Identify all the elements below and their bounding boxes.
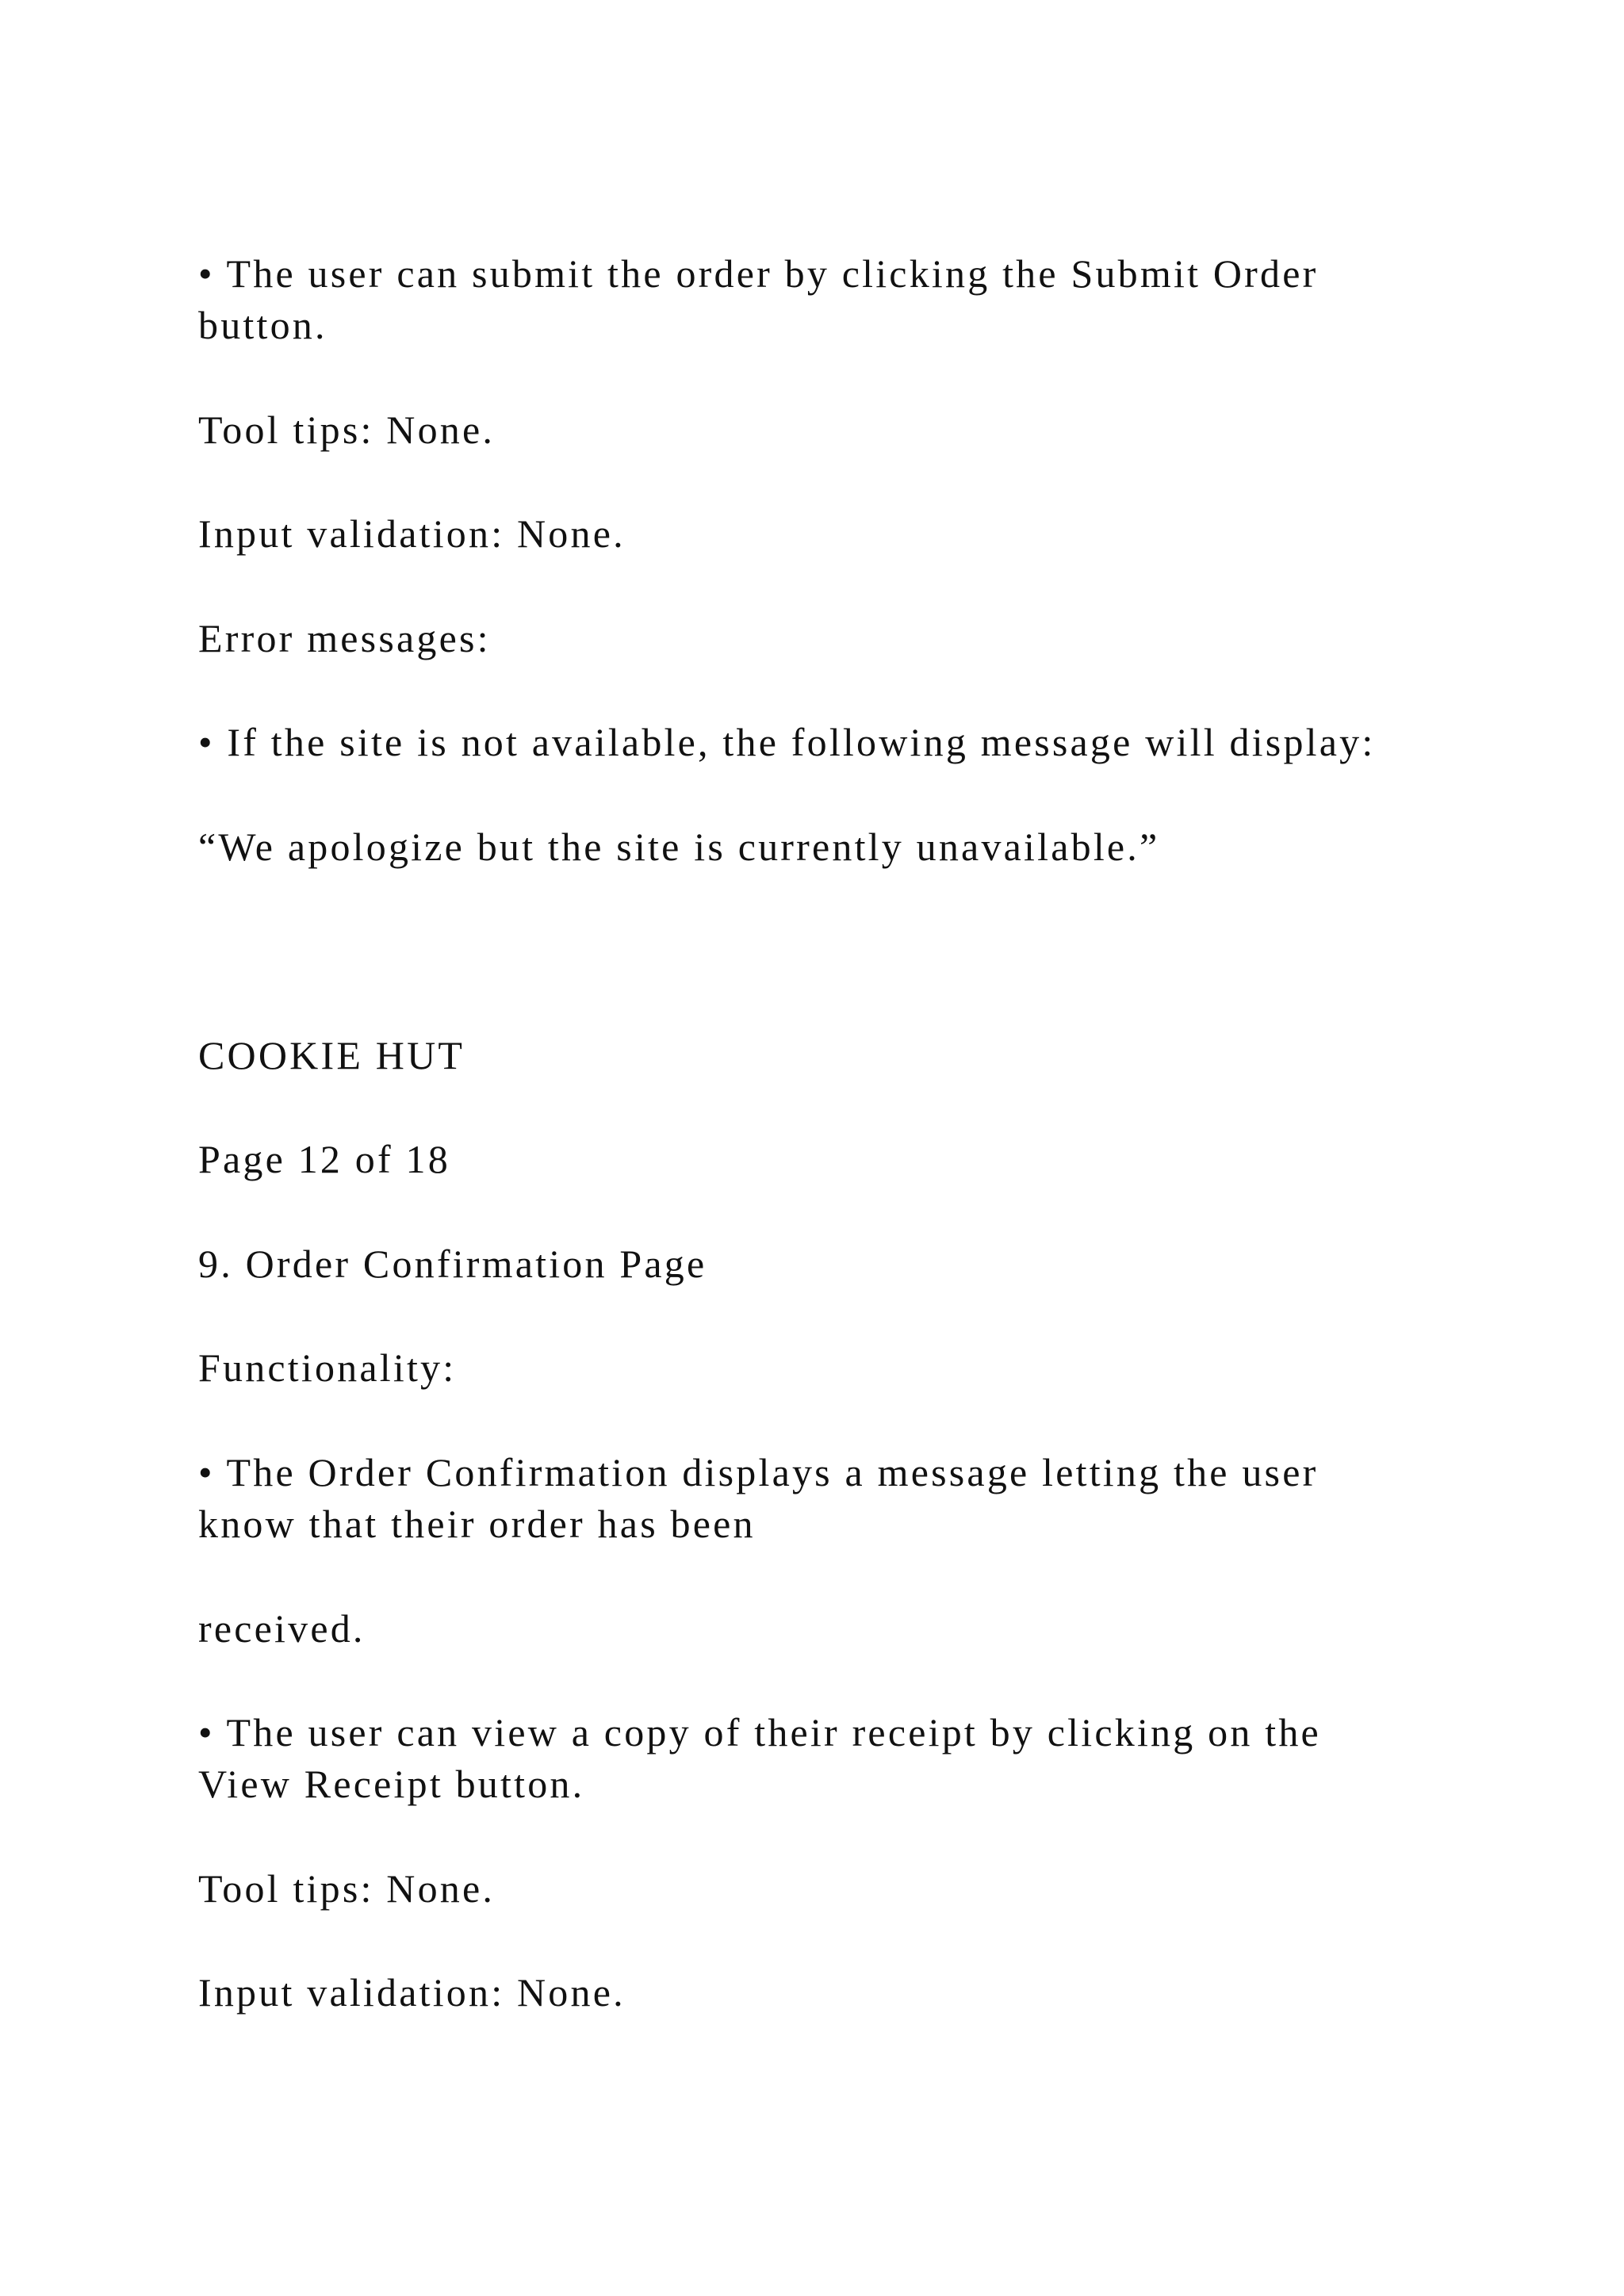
view-receipt-bullet-line-1: • The user can view a copy of their receipt by clicking on the xyxy=(198,1710,1321,1755)
confirmation-bullet-line-3: received. xyxy=(198,1606,366,1651)
input-validation-text: Input validation: None. xyxy=(198,511,626,556)
site-unavailable-bullet: • If the site is not available, the following message will display: xyxy=(198,720,1376,764)
confirmation-bullet-line-2: know that their order has been xyxy=(198,1502,756,1546)
confirmation-bullet-line-1: • The Order Confirmation displays a message letting the user xyxy=(198,1450,1319,1494)
tool-tips-text-2: Tool tips: None. xyxy=(198,1866,496,1911)
company-name: COOKIE HUT xyxy=(198,1033,465,1077)
submit-order-bullet-line-1: • The user can submit the order by clicking the Submit Order xyxy=(198,251,1319,296)
section-heading: 9. Order Confirmation Page xyxy=(198,1242,707,1286)
error-messages-heading: Error messages: xyxy=(198,616,491,660)
input-validation-text-2: Input validation: None. xyxy=(198,1970,626,2015)
tool-tips-text: Tool tips: None. xyxy=(198,408,496,452)
submit-order-bullet-line-2: button. xyxy=(198,303,327,347)
functionality-heading: Functionality: xyxy=(198,1345,457,1390)
page-number: Page 12 of 18 xyxy=(198,1137,450,1181)
unavailable-message-quote: “We apologize but the site is currently unavailable.” xyxy=(198,825,1160,869)
view-receipt-bullet-line-2: View Receipt button. xyxy=(198,1762,585,1806)
